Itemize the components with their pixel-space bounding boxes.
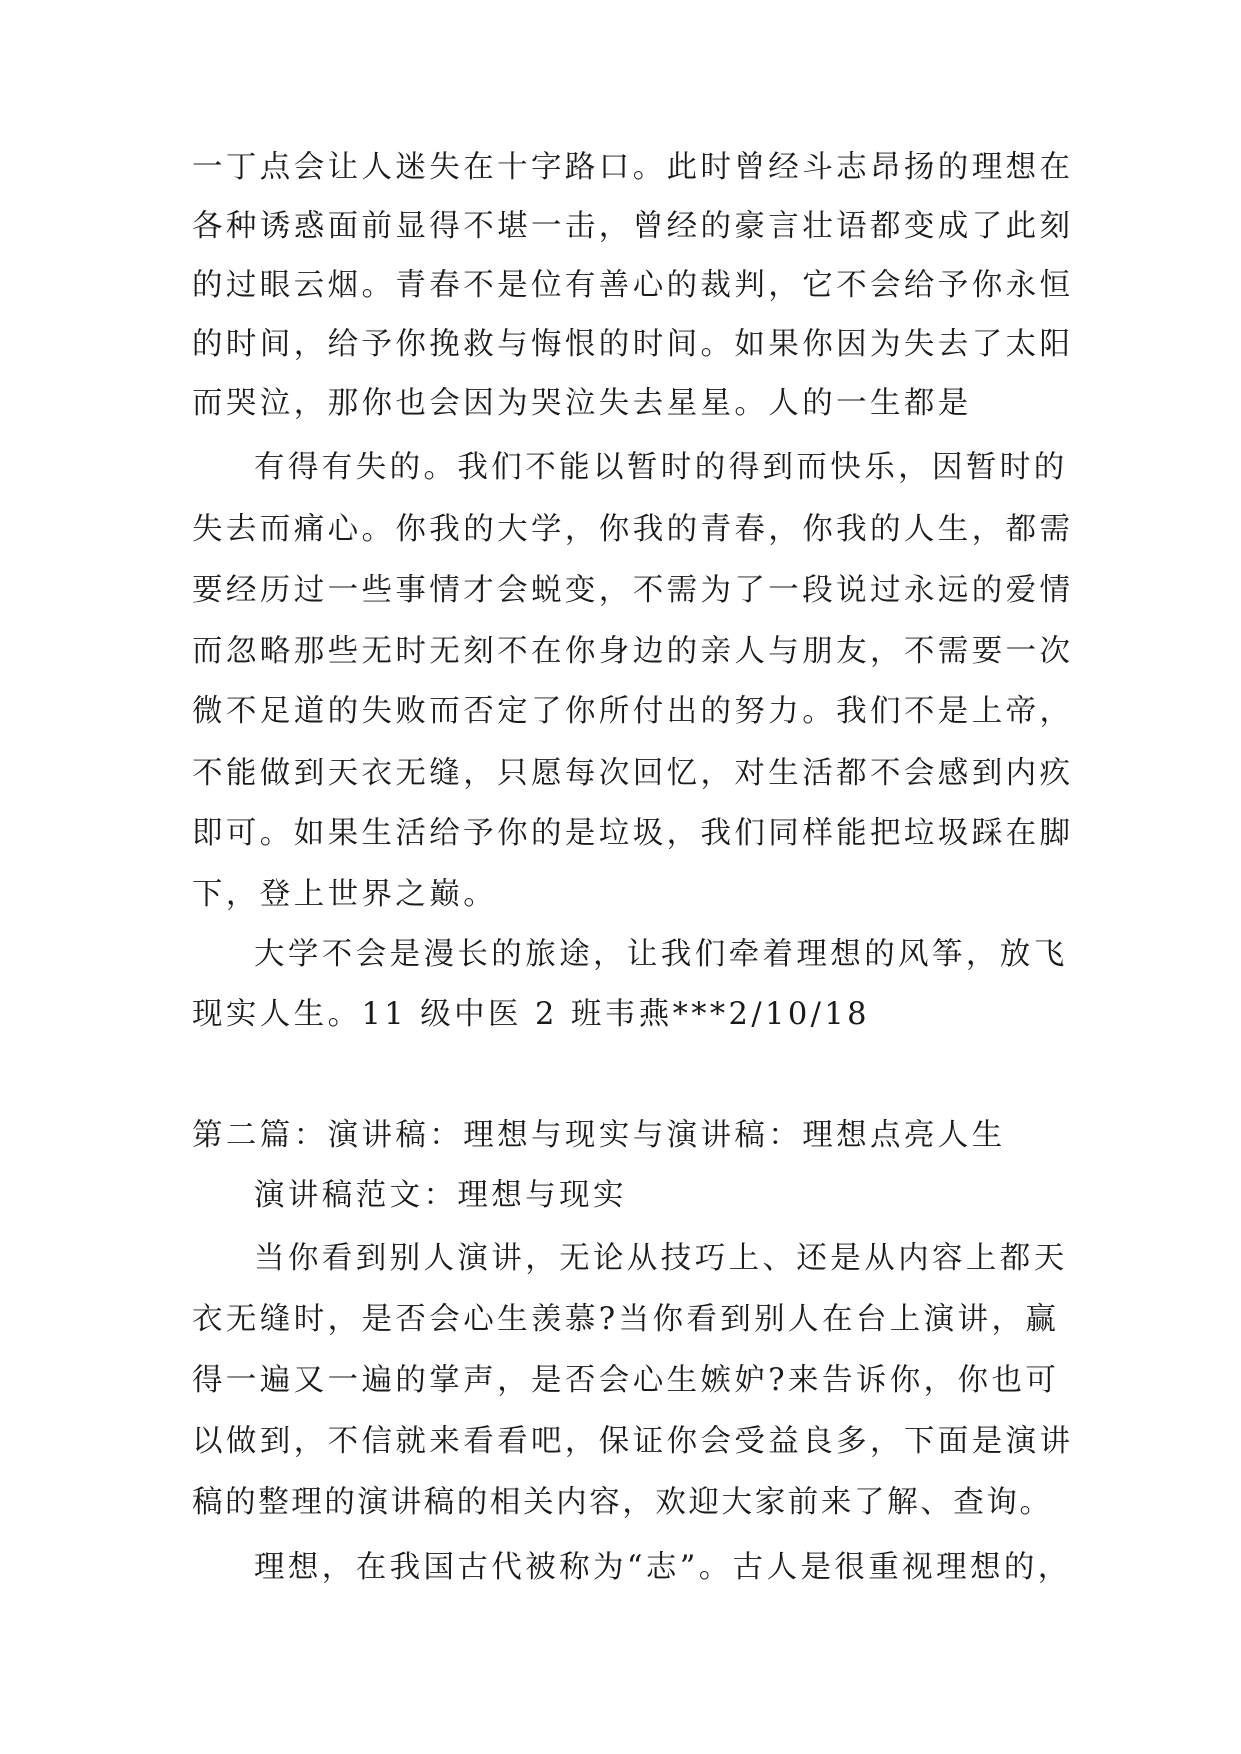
text-line: 衣无缝时，是否会心生羡慕?当你看到别人在台上演讲，赢	[192, 1302, 1060, 1337]
text-line: 不能做到天衣无缝，只愿每次回忆，对生活都不会感到内疚	[192, 756, 1074, 791]
section-subtitle: 演讲稿范文：理想与现实	[254, 1178, 627, 1213]
text-line: 微不足道的失败而否定了你所付出的努力。我们不是上帝，	[192, 694, 1074, 729]
text-line: 即可。如果生活给予你的是垃圾，我们同样能把垃圾踩在脚	[192, 816, 1074, 851]
text-line: 稿的整理的演讲稿的相关内容，欢迎大家前来了解、查询。	[192, 1485, 1053, 1520]
text-line: 大学不会是漫长的旅途，让我们牵着理想的风筝，放飞	[254, 937, 1068, 972]
text-line: 的时间，给予你挽救与悔恨的时间。如果你因为失去了太阳	[192, 327, 1074, 362]
text-line: 而忽略那些无时无刻不在你身边的亲人与朋友，不需要一次	[192, 634, 1074, 669]
text-line: 一丁点会让人迷失在十字路口。此时曾经斗志昂扬的理想在	[192, 150, 1074, 185]
text-line: 各种诱惑面前显得不堪一击，曾经的豪言壮语都变成了此刻	[192, 209, 1074, 244]
text-line: 得一遍又一遍的掌声，是否会心生嫉妒?来告诉你，你也可	[192, 1363, 1060, 1398]
text-line: 理想，在我国古代被称为“志”。古人是很重视理想的，	[254, 1550, 1072, 1585]
text-line: 当你看到别人演讲，无论从技巧上、还是从内容上都天	[254, 1241, 1068, 1276]
text-line: 的过眼云烟。青春不是位有善心的裁判，它不会给予你永恒	[192, 268, 1074, 303]
text-line: 有得有失的。我们不能以暂时的得到而快乐，因暂时的	[254, 450, 1068, 485]
text-line: 以做到，不信就来看看吧，保证你会受益良多，下面是演讲	[192, 1424, 1074, 1459]
text-line: 失去而痛心。你我的大学，你我的青春，你我的人生，都需	[192, 512, 1074, 547]
text-line: 下，登上世界之巅。	[192, 877, 498, 912]
text-line: 现实人生。11 级中医 2 班韦燕***2/10/18	[192, 997, 870, 1032]
text-line: 要经历过一些事情才会蜕变，不需为了一段说过永远的爱情	[192, 573, 1074, 608]
section-title: 第二篇：演讲稿：理想与现实与演讲稿：理想点亮人生	[192, 1118, 1006, 1153]
text-line: 而哭泣，那你也会因为哭泣失去星星。人的一生都是	[192, 386, 972, 421]
